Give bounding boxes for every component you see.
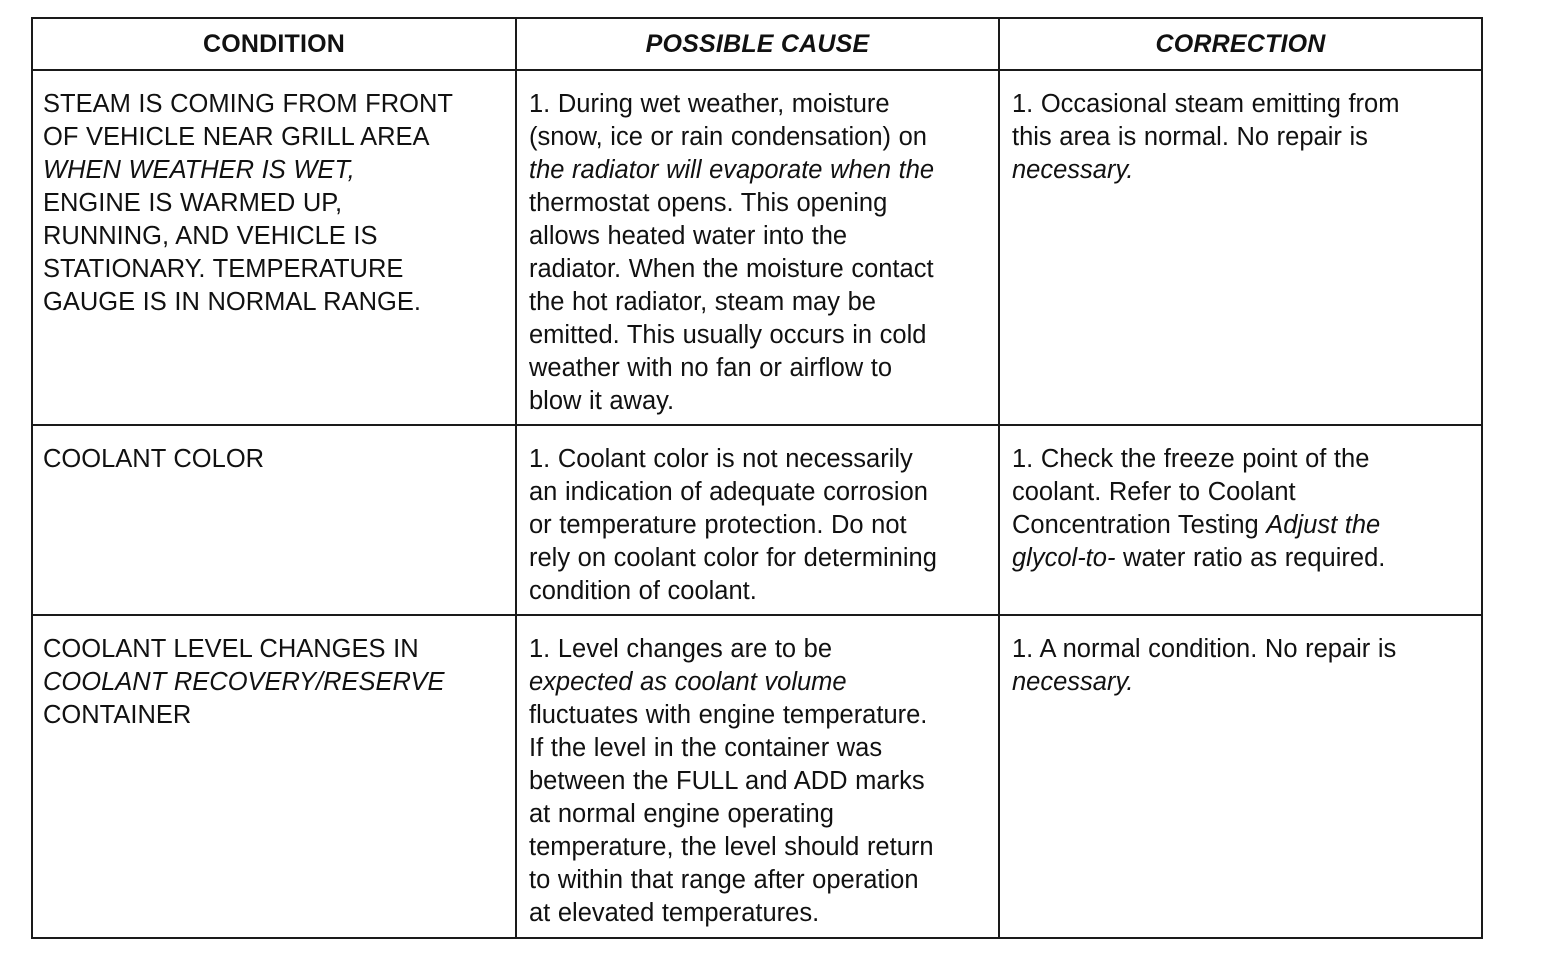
text-line: this area is normal. No repair is — [1012, 123, 1368, 151]
text-line: emitted. This usually occurs in cold — [529, 321, 927, 349]
text-line: fluctuates with engine temperature. — [529, 701, 928, 729]
text-line: 1. Level changes are to be — [529, 635, 833, 663]
text-line: necessary. — [1012, 156, 1134, 184]
possible-cause-cell — [516, 425, 999, 615]
table-row — [32, 425, 1482, 615]
text-line: at normal engine operating — [529, 800, 834, 828]
possible-cause-cell — [516, 615, 999, 938]
text-line: temperature, the level should return — [529, 833, 934, 861]
condition-cell — [32, 70, 516, 425]
text-line — [1012, 542, 1471, 575]
text-line — [1012, 509, 1471, 542]
table-row — [32, 615, 1482, 938]
text-segment: Concentration Testing — [1012, 511, 1259, 539]
text-line: 1. Check the freeze point of the — [1012, 445, 1370, 473]
text-line: 1. Coolant color is not necessarily — [529, 445, 913, 473]
text-line: weather with no fan or airflow to — [529, 354, 893, 382]
possible-cause-cell — [516, 70, 999, 425]
correction-cell — [999, 70, 1482, 425]
text-line: to within that range after operation — [529, 866, 919, 894]
header-correction: CORRECTION — [999, 18, 1482, 70]
text-line: 1. Occasional steam emitting from — [1012, 90, 1400, 118]
text-line: STEAM IS COMING FROM FRONT — [43, 90, 453, 118]
text-line: (snow, ice or rain condensation) on — [529, 123, 927, 151]
text-line: condition of coolant. — [529, 577, 757, 605]
text-line: WHEN WEATHER IS WET, — [43, 156, 355, 184]
text-segment: water ratio as required. — [1123, 544, 1386, 572]
text-line: necessary. — [1012, 668, 1134, 696]
text-line: COOLANT RECOVERY/RESERVE — [43, 668, 445, 696]
text-line: the hot radiator, steam may be — [529, 288, 876, 316]
text-line: If the level in the container was — [529, 734, 883, 762]
text-line: expected as coolant volume — [529, 668, 847, 696]
table-row — [32, 70, 1482, 425]
header-row — [32, 18, 1482, 70]
text-line: COOLANT COLOR — [43, 445, 265, 473]
text-line: ENGINE IS WARMED UP, — [43, 189, 343, 217]
text-line: an indication of adequate corrosion — [529, 478, 928, 506]
text-line: OF VEHICLE NEAR GRILL AREA — [43, 123, 430, 151]
text-line: STATIONARY. TEMPERATURE — [43, 255, 404, 283]
text-segment: Adjust the — [1266, 511, 1381, 539]
text-line: COOLANT LEVEL CHANGES IN — [43, 635, 419, 663]
text-line: GAUGE IS IN NORMAL RANGE. — [43, 288, 421, 316]
text-line: 1. During wet weather, moisture — [529, 90, 890, 118]
text-line: blow it away. — [529, 387, 675, 415]
diagnosis-table — [31, 17, 1483, 939]
text-line: coolant. Refer to Coolant — [1012, 478, 1296, 506]
correction-cell — [999, 425, 1482, 615]
text-line: 1. A normal condition. No repair is — [1012, 635, 1397, 663]
header-possible-cause: POSSIBLE CAUSE — [516, 18, 999, 70]
text-line: at elevated temperatures. — [529, 899, 820, 927]
text-line: RUNNING, AND VEHICLE IS — [43, 222, 378, 250]
text-line: the radiator will evaporate when the — [529, 156, 935, 184]
text-line: between the FULL and ADD marks — [529, 767, 925, 795]
condition-cell — [32, 425, 516, 615]
condition-cell — [32, 615, 516, 938]
text-segment: glycol-to- — [1012, 544, 1116, 572]
correction-cell — [999, 615, 1482, 938]
text-line: allows heated water into the — [529, 222, 848, 250]
text-line: CONTAINER — [43, 701, 192, 729]
header-condition: CONDITION — [32, 18, 516, 70]
text-line: rely on coolant color for determining — [529, 544, 937, 572]
text-line: thermostat opens. This opening — [529, 189, 888, 217]
text-line: radiator. When the moisture contact — [529, 255, 934, 283]
text-line: or temperature protection. Do not — [529, 511, 907, 539]
